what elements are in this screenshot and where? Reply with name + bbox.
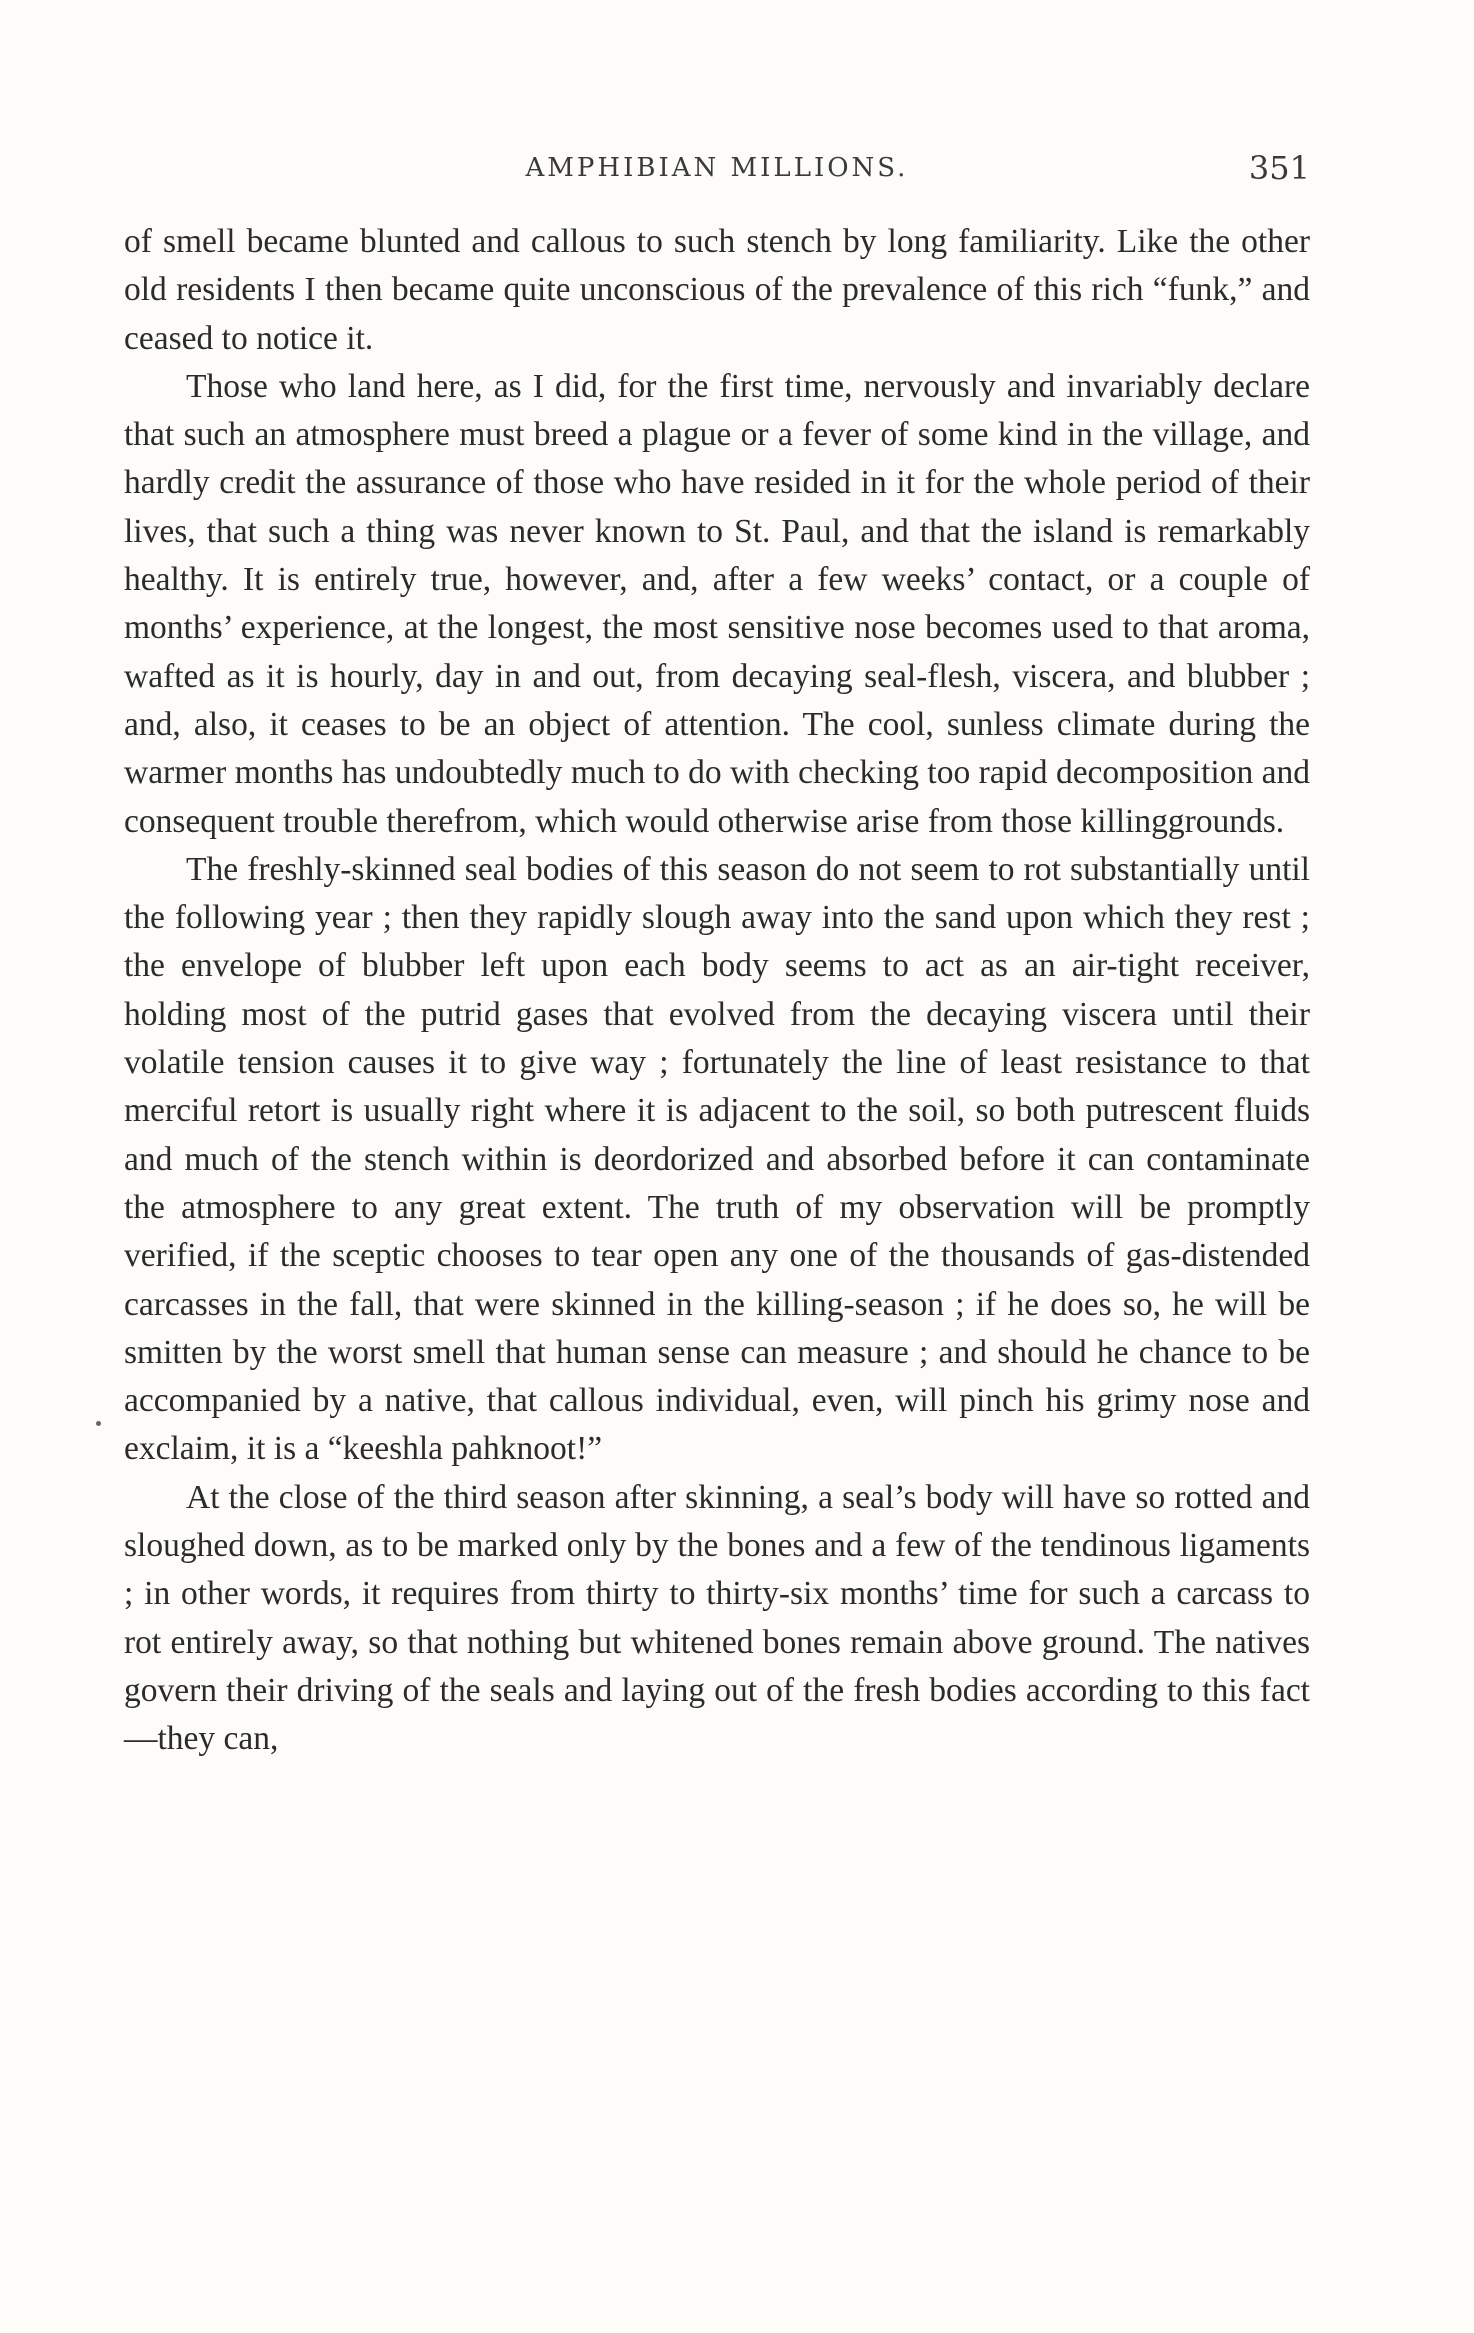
paragraph-continued: of smell became blunted and callous to such stench by long familiarity. Like the other old residents I then became quite unconscious of the prevalence of this rich “funk,” and ceased to notice it.	[124, 223, 1310, 357]
paragraph: The freshly-skinned seal bodies of this season do not seem to rot substantially until the following year ; then they rapidly slough away into the sand upon which they rest ; the envelope of blubber left upon each body seems to act as an air-tight receiver, holding most of the putrid gases that evolved from the decaying viscera until their volatile tension causes it to give way ; fortunately the line of least resistance to that merciful retort is usually right where it is adjacent to the soil, so both putrescent fluids and much of the stench within is deordorized and absorbed before it can contaminate the atmosphere to any great extent. The truth of my observation will be promptly verified, if the sceptic chooses to tear open any one of the thousands of gas-distended carcasses in the fall, that were skinned in the killing-season ; if he does so, he will be smitten by the worst smell that human sense can measure ; and should he chance to be accompanied by a native, that callous individual, even, will pinch his grimy nose and exclaim, it is a “keeshla pahknoot!”	[124, 850, 1310, 1468]
running-header	[124, 148, 1310, 188]
paragraph: Those who land here, as I did, for the first time, nervously and invariably declare that such an atmosphere must breed a plague or a fever of some kind in the village, and hardly credit the assurance of those who have resided in it for the whole period of their lives, that such a thing was never known to St. Paul, and that the island is remarkably healthy. It is entirely true, however, and, after a few weeks’ contact, or a couple of months’ experience, at the longest, the most sensitive nose becomes used to that aroma, wafted as it is hourly, day in and out, from decaying seal-flesh, viscera, and blubber ; and, also, it ceases to be an object of attention. The cool, sunless climate during the warmer months has undoubtedly much to do with checking too rapid decomposition and consequent trouble therefrom, which would otherwise arise from those killinggrounds.	[124, 367, 1310, 840]
body-text	[124, 218, 1310, 1764]
paragraph: At the close of the third season after skinning, a seal’s body will have so rotted and sloughed down, as to be marked only by the bones and a few of the tendinous ligaments ; in other words, it requires from thirty to thirty-six months’ time for such a carcass to rot entirely away, so that nothing but whitened bones remain above ground. The natives govern their driving of the seals and laying out of the fresh bodies according to this fact—they can,	[124, 1478, 1310, 1758]
running-title: AMPHIBIAN MILLIONS.	[525, 153, 909, 183]
print-speck	[96, 1421, 101, 1426]
page-number: 351	[1248, 149, 1310, 187]
